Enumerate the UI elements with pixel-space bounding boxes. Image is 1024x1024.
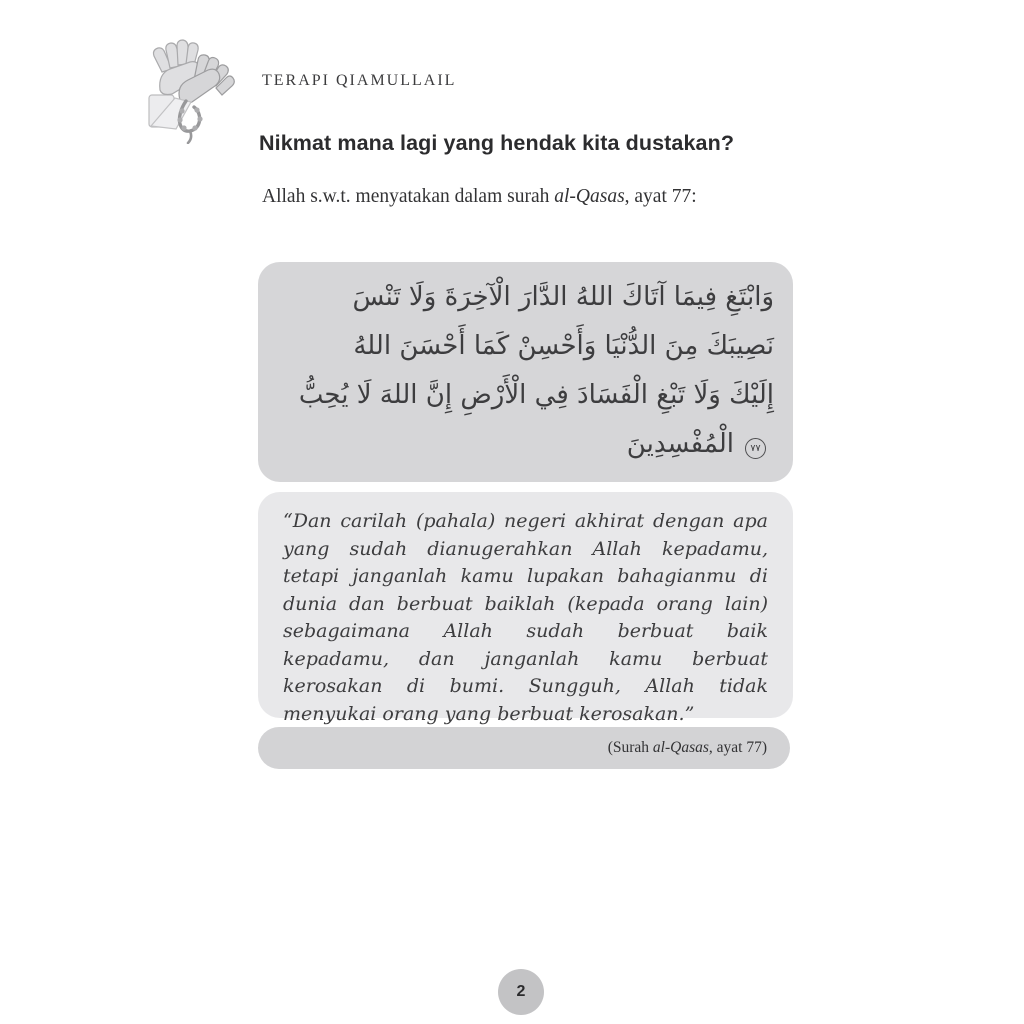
intro-pre: Allah s.w.t. menyatakan dalam surah bbox=[262, 186, 555, 207]
quran-verse-box bbox=[258, 262, 793, 482]
quran-line-2: نَصِيبَكَ مِنَ الدُّنْيَا وَأَحْسِنْ كَمَا أَحْسَنَ اللهُ bbox=[353, 331, 774, 361]
verse-number-marker: ٧٧ bbox=[745, 438, 766, 459]
citation-surah-name: al-Qasas bbox=[652, 739, 709, 756]
quran-line-3: إِلَيْكَ وَلَا تَبْغِ الْفَسَادَ فِي الْأَرْضِ إِنَّ اللهَ لَا يُحِبُّ bbox=[298, 380, 774, 410]
citation-pre: (Surah bbox=[607, 739, 653, 756]
quran-last-word: الْمُفْسِدِينَ bbox=[626, 429, 734, 459]
praying-hands-icon bbox=[146, 38, 236, 144]
intro-sentence bbox=[262, 186, 822, 208]
quran-line-4 bbox=[277, 420, 774, 469]
translation-text: “Dan carilah (pahala) negeri akhirat dengan apa yang sudah dianugerahkan Allah kepadamu, tetapi janganlah kamu lupakan bahagianmu di dunia dan berbuat baiklah (kepada orang lain) sebagaimana Allah sudah berbuat baik kepadamu, dan janganlah kamu berbuat kerosakan di bumi. Sungguh, Allah tidak menyukai orang yang berbuat kerosakan.” bbox=[283, 510, 768, 725]
page-number-badge bbox=[498, 969, 544, 1015]
intro-post: , ayat 77: bbox=[624, 186, 697, 207]
citation-pill bbox=[258, 727, 790, 769]
translation-box bbox=[258, 492, 793, 725]
intro-surah-name: al-Qasas bbox=[554, 186, 625, 207]
running-head-book-title: TERAPI QIAMULLAIL bbox=[262, 72, 457, 89]
section-heading: Nikmat mana lagi yang hendak kita dustakan? bbox=[259, 131, 735, 155]
quran-line-1: وَابْتَغِ فِيمَا آتَاكَ اللهُ الدَّارَ الْآخِرَةَ وَلَا تَنْسَ bbox=[352, 282, 774, 312]
citation-post: , ayat 77) bbox=[708, 739, 767, 756]
page-number: 2 bbox=[516, 983, 526, 1000]
